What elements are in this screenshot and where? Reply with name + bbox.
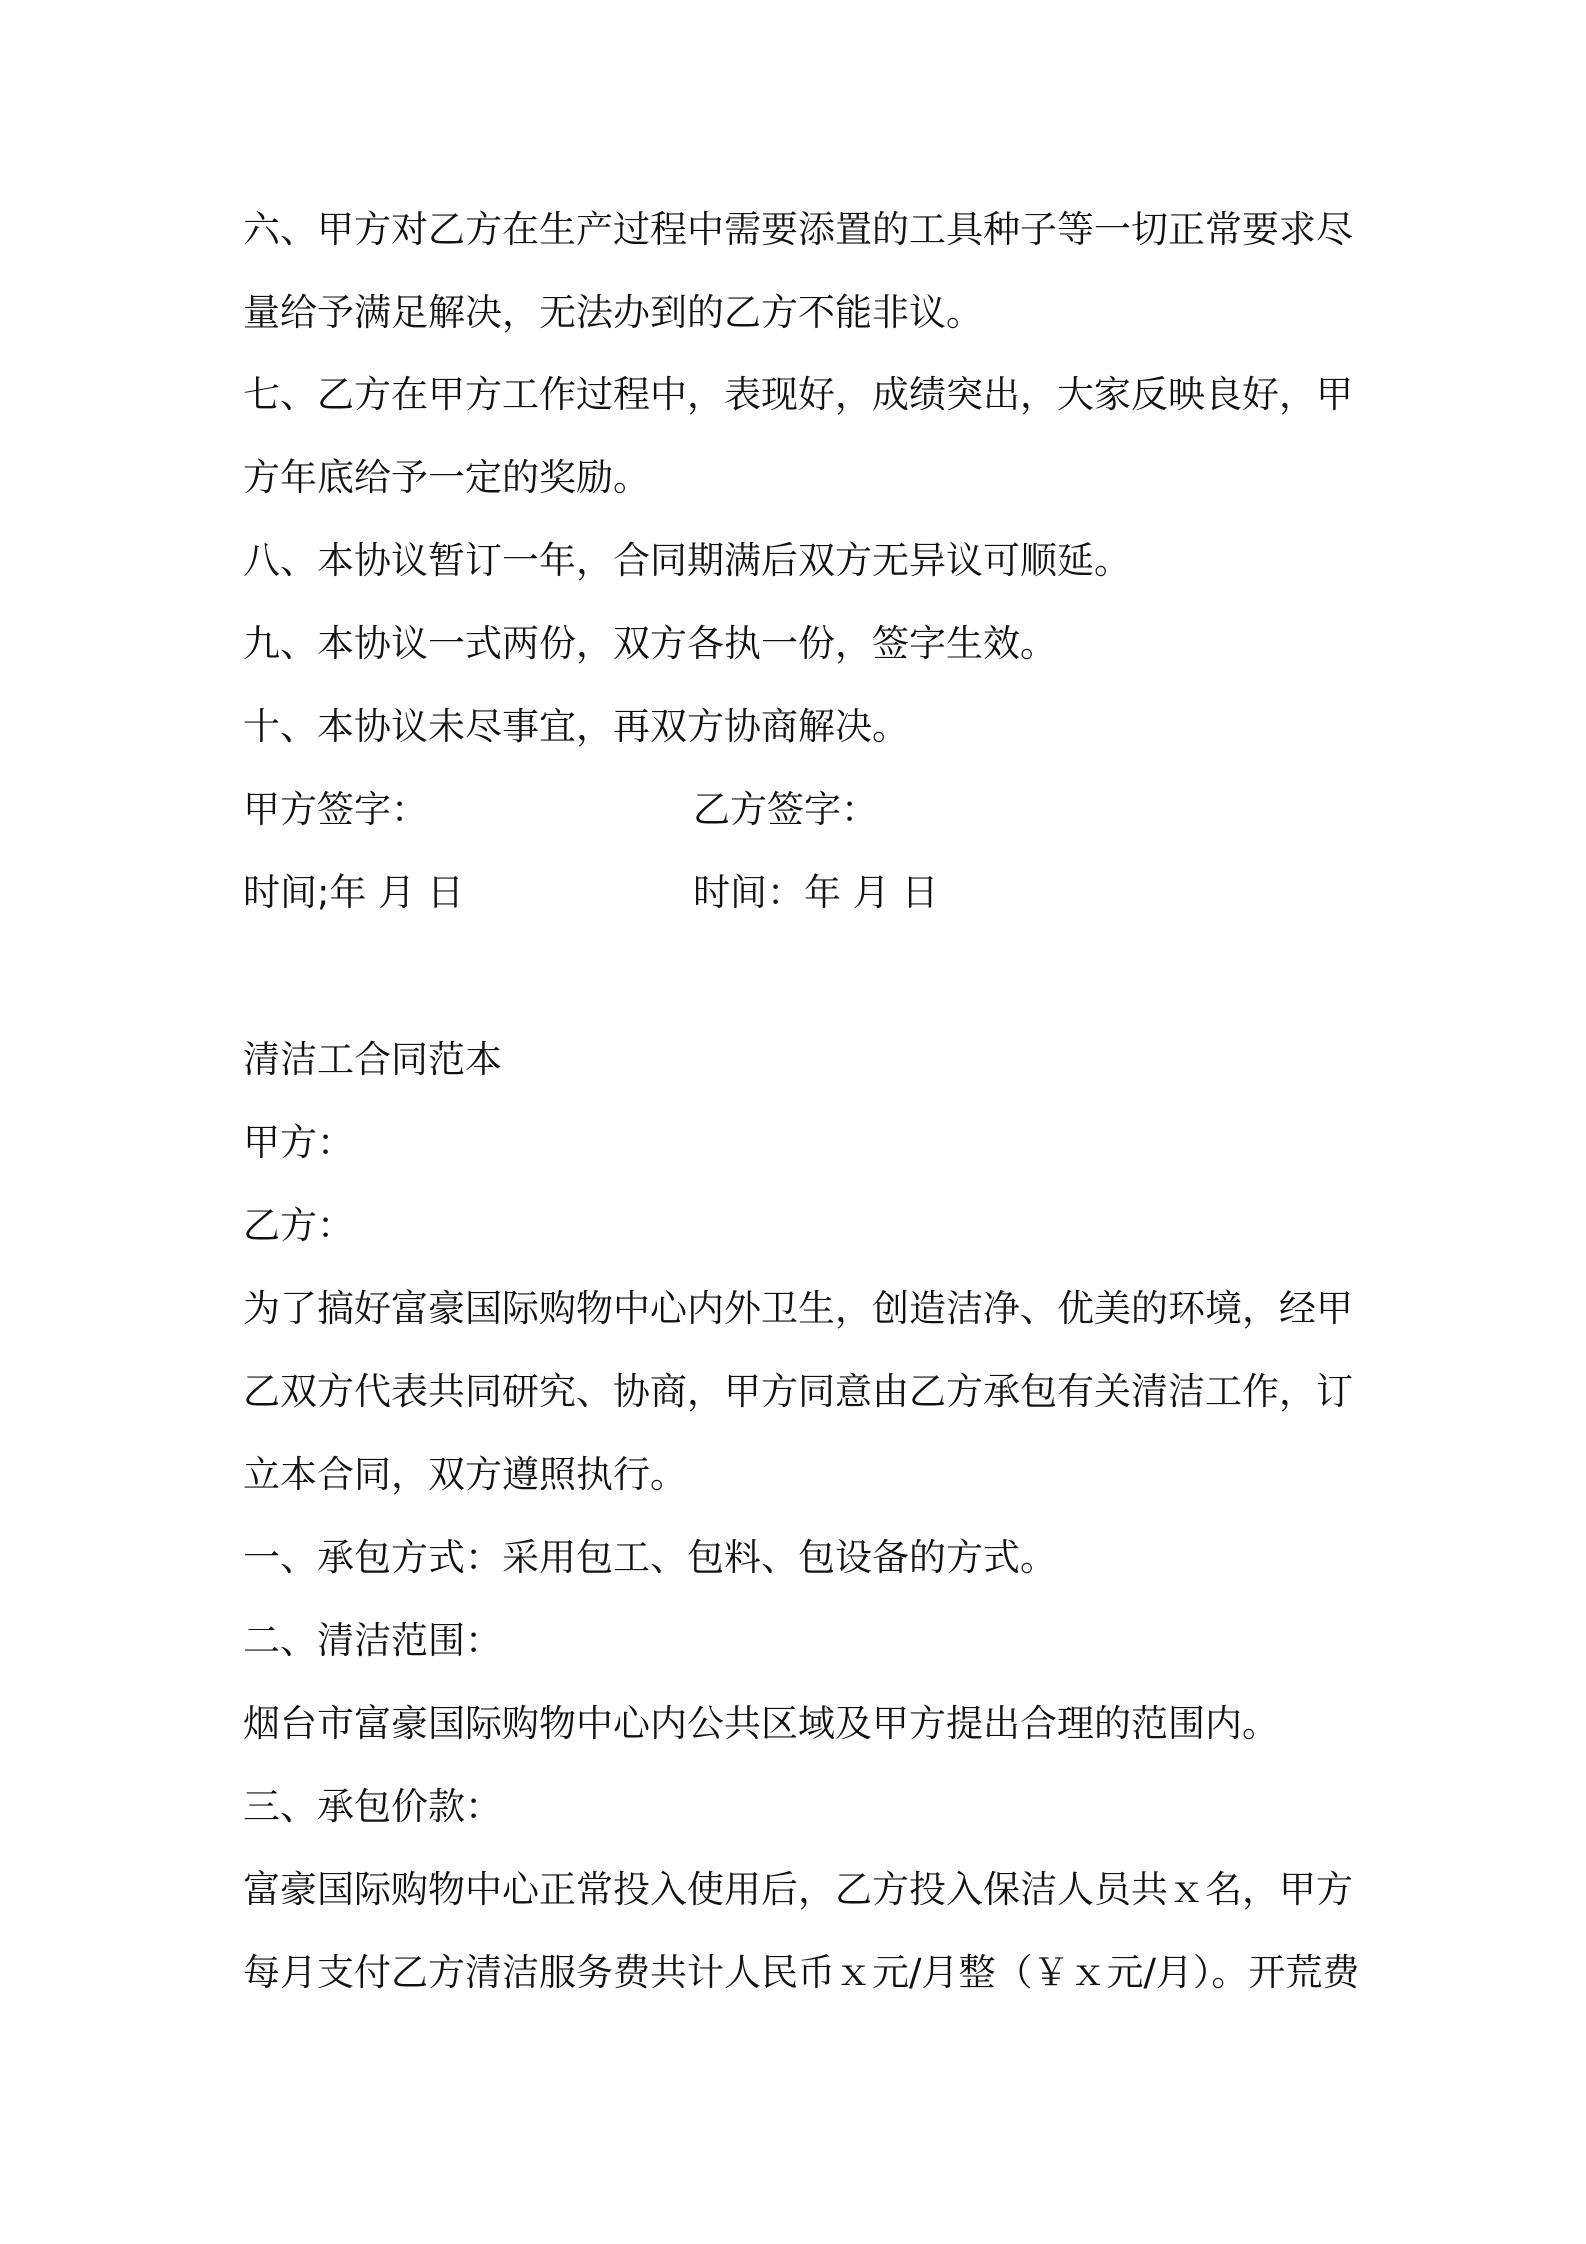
party-b-label: 乙方： [243, 1204, 354, 1247]
clause-10: 十、本协议未尽事宜，再双方协商解决。 [243, 705, 909, 748]
intro-line-3: 立本合同，双方遵照执行。 [243, 1453, 687, 1496]
item-3-heading: 三、承包价款： [243, 1785, 502, 1828]
clause-6-line-2: 量给予满足解决，无法办到的乙方不能非议。 [243, 291, 983, 334]
party-b-date: 时间：年 月 日 [693, 871, 939, 914]
clause-7-line-2: 方年底给予一定的奖励。 [243, 456, 650, 499]
clause-8: 八、本协议暂订一年，合同期满后双方无异议可顺延。 [243, 539, 1131, 582]
item-1-contract-method: 一、承包方式：采用包工、包料、包设备的方式。 [243, 1536, 1057, 1579]
contract-title: 清洁工合同范本 [243, 1038, 502, 1081]
intro-line-1: 为了搞好富豪国际购物中心内外卫生，创造洁净、优美的环境，经甲 [243, 1287, 1353, 1330]
intro-line-2: 乙双方代表共同研究、协商，甲方同意由乙方承包有关清洁工作，订 [243, 1370, 1353, 1413]
clause-6-line-1: 六、甲方对乙方在生产过程中需要添置的工具种子等一切正常要求尽 [243, 208, 1353, 251]
clause-7-line-1: 七、乙方在甲方工作过程中，表现好，成绩突出，大家反映良好，甲 [243, 373, 1353, 416]
party-b-signature: 乙方签字： [693, 788, 878, 831]
party-a-label: 甲方： [243, 1121, 354, 1164]
clause-9: 九、本协议一式两份，双方各执一份，签字生效。 [243, 622, 1057, 665]
party-a-date: 时间;年 月 日 [243, 871, 464, 914]
item-3-line-1: 富豪国际购物中心正常投入使用后，乙方投入保洁人员共ｘ名，甲方 [243, 1868, 1353, 1911]
item-3-line-2: 每月支付乙方清洁服务费共计人民币ｘ元/月整（￥ｘ元/月）。开荒费 [243, 1951, 1360, 1994]
item-2-heading: 二、清洁范围： [243, 1619, 502, 1662]
party-a-signature: 甲方签字： [243, 788, 428, 831]
item-2-body: 烟台市富豪国际购物中心内公共区域及甲方提出合理的范围内。 [243, 1702, 1279, 1745]
